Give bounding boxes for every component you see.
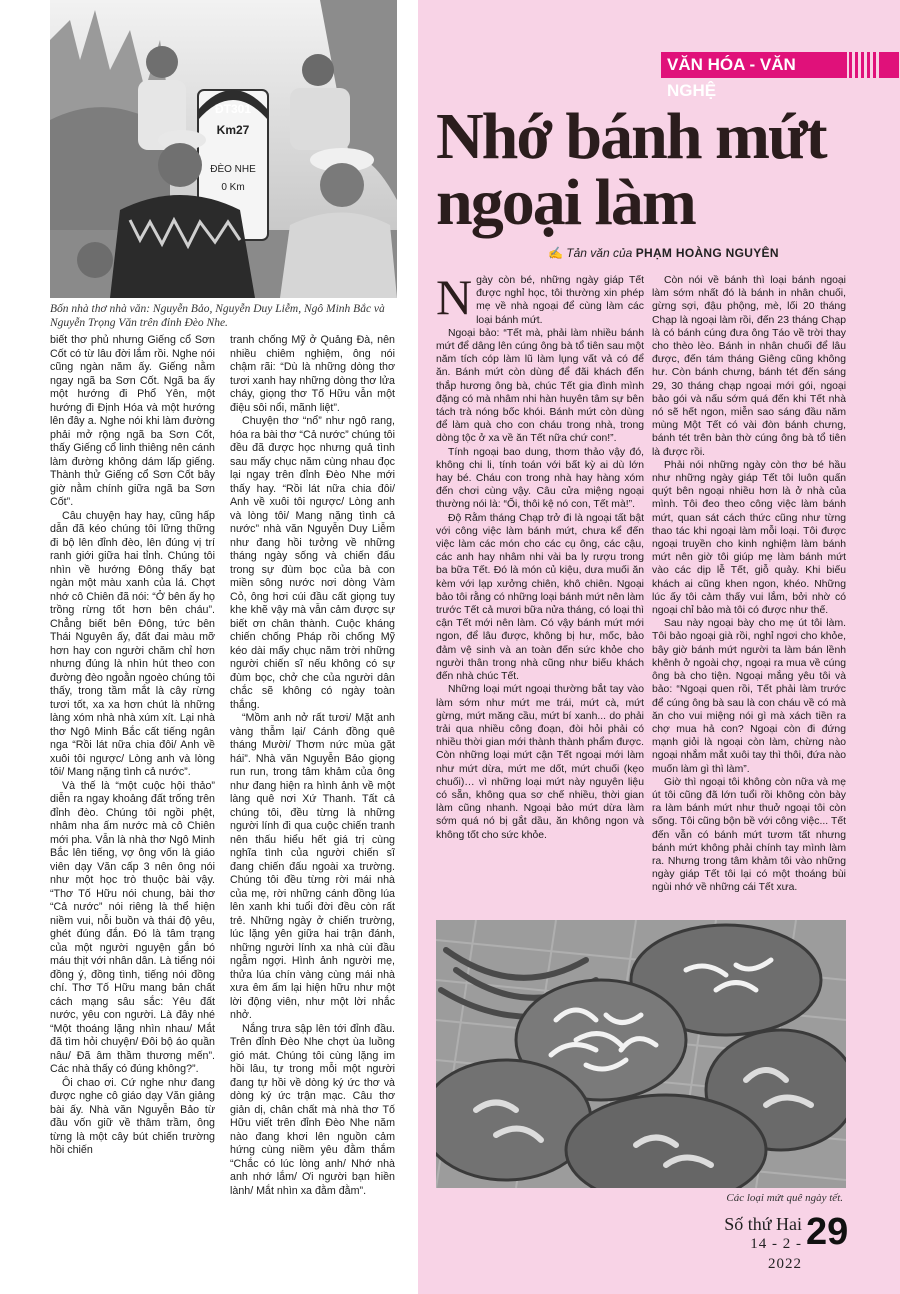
paragraph: Ôi chao ơi. Cứ nghe như đang được nghe cô giáo dạy Văn giảng bài ấy. Nhà văn Nguyễn Bảo từ đầu vốn giữ về thâm trầm, ông từng là một cây bút chiến trường hồi chiến bbox=[50, 1076, 215, 1156]
article-title bbox=[436, 100, 876, 239]
paragraph: Nắng trưa sập lên tới đỉnh đầu. Trên đỉnh Đèo Nhe chợt ùa luồng gió mát. Chúng tôi cùng lặng im hồi lâu, tự trong mỗi một người đang tự hồi về dòng ký ức thơ và dòng ký ức trận mạc. Câu thơ giản dị, chân chất mà nhà thơ Tố Hữu viết trên đỉnh Đèo Nhe năm nào đang khơi lên nguồn cảm hứng cùng niềm yêu đằm thắm “Chắc có lúc lòng anh/ Nhớ nhà anh nhớ lắm/ Ơi người bạn hiền lành/ Mắt nhìn xa đằm đằm”. bbox=[230, 1022, 395, 1197]
article-column-2 bbox=[652, 274, 846, 910]
issue-date: 14 - 2 - 2022 bbox=[750, 1236, 802, 1272]
paragraph: tranh chống Mỹ ở Quảng Đà, nên nhiều chiêm nghiệm, ông nói chậm rãi: “Dù là những dòng thơ tươi xanh hay những dòng thơ lửa cháy, giọng thơ Tố Hữu vẫn một điệu sôi nổi, mãnh liệt”. bbox=[230, 334, 395, 414]
photo-caption-bottom: Các loại mứt quê ngày tết. bbox=[726, 1192, 843, 1204]
marker-road-text: ĐT301 bbox=[214, 102, 252, 116]
paragraph: Phải nói những ngày còn thơ bé hầu như những ngày giáp Tết tôi luôn quấn quýt bên ngoại nhiều hơn là ở nhà của mình. Tôi đeo theo công việc làm bánh mứt, quan sát cách thức cũng như từng thao tác khi ngoại làm mỗi loại. Tôi được ngoại truyền cho kinh nghiệm làm bánh mứt nên giờ tôi giúp mẹ làm bánh mứt vào các dịp lễ Tết, giỗ quảy. Khi biếu khách ai cũng khen ngon, khéo. Những lúc ấy tôi cảm thấy vui lắm, bởi nhờ có ngoại chỉ bảo mà tôi có được như thế. bbox=[652, 459, 846, 617]
jam-photo bbox=[436, 920, 846, 1188]
lead-paragraph: Ngày còn bé, những ngày giáp Tết được nghỉ học, tôi thường xin phép mẹ về nhà ngoại để cùng làm các loại bánh mứt. bbox=[436, 274, 644, 326]
author-name: PHẠM HOÀNG NGUYÊN bbox=[635, 246, 779, 260]
paragraph: Chuyện thơ “nổ” như ngô rang, hóa ra bài thơ “Cả nước” chúng tôi đều đã được học nhưng quả tình sau mấy chục năm cùng nhau đọc lại ngay trên đỉnh Đèo Nhe mới thấy hay. “Rồi lát nữa chia đôi/ Anh về xuôi tôi ngược/ Lòng anh và lòng tôi/ Mang nặng tình cả nước” nhà văn Nguyễn Duy Liễm như đang hồi tưởng về những tháng ngày sống và chiến đấu trong sự đùm bọc của bà con miền sông nước nơi dòng Vàm Cỏ, ông hơi cúi đầu cất giọng tuy khe khẽ vậy mà vẫn cảm được sự biết ơn chân thành. Cuộc kháng chiến chống Pháp rồi chống Mỹ kéo dài mấy chục năm trời những người chiến sĩ nếu không có sự đùm bọc, chở che của người dân chắc sẽ không có ngày toàn thắng. bbox=[230, 415, 395, 711]
paragraph: Còn nói về bánh thì loại bánh ngoại làm sớm nhất đó là bánh in nhân chuối, gừng sợi, đậu phộng, mè, lối 20 tháng Chạp là ngoại làm rồi, đến 23 tháng Chạp là có bánh cúng đưa ông Táo về trời thay cho thèo lèo. Bánh in nhân chuối để lâu được, đến tám tháng Giêng cũng không hư. Còn bánh chưng, bánh tét đến sáng 29, 30 tháng chạp ngoại mới gói, ngoại bảo gói và nấu sớm quá đến khi Tết nhà nó sẽ hết ngon, miễn sao sáng đầu năm mùng Một Tết có vài đòn bánh chưng, bánh tét trên bàn thờ cúng ông bà tổ tiên là được rồi. bbox=[652, 275, 846, 458]
paragraph: Và thế là “một cuộc hội thảo” diễn ra ngay khoảng đất trống trên đỉnh đèo. Chúng tôi ngồi phệt, nhâm nha ấm nước mà cô Chiên mới pha. Vẫn là nhà thơ Ngô Minh Bắc lên tiếng, vợ ông vốn là giáo viên dạy Văn cấp 3 nên ông nói như một học trò thuộc bài vậy. “Thơ Tố Hữu nói chung, bài thơ “Cả nước” nói riêng là thể hiện niềm vui, nỗi buồn và thái độ yêu, ghét đúng đắn. Đó là tâm trạng của một người nguyện gắn bó máu thịt với nhân dân. Là tiếng nói đồng ý, đồng tình, tiếng nói đồng chí. Thơ Tố Hữu mang bản chất cách mạng sâu sắc: Yêu đất nước, yêu con người. Là đây nhé “Một thoáng lặng nhìn nhau/ Mắt đã tìm hỏi chuyện/ Đôi bộ áo quần nâu/ Đã âm thầm thương mến”. Các nhà thấy có đúng không?”. bbox=[50, 779, 215, 1075]
poets-photo bbox=[50, 0, 397, 298]
title-line-2: ngoại làm bbox=[436, 166, 695, 239]
paragraph: Những loại mứt ngoại thường bắt tay vào làm sớm như mứt me trái, mứt cà, mứt gừng, mứt măng cầu, mứt bí xanh... do phải trải qua nhiều công đoạn, đòi hỏi phải có nhiều thời gian mới thành thành phẩm được. Còn những loại mứt cận Tết ngoại mới làm như mứt dừa, mứt me dốt, mứt chuối (kẹo chuối)… vì những loại mứt này nguyên liệu có sẵn, không qua sơ chế nhiều, thời gian làm cũng nhanh. Ngoại bảo mứt dừa làm sớm quá nó bị gắt dầu, ăn không ngon và không tốt cho sức khỏe. bbox=[436, 684, 644, 841]
issue-info bbox=[716, 1214, 802, 1274]
byline bbox=[548, 246, 848, 260]
issue-label: Số thứ Hai bbox=[724, 1214, 802, 1234]
paragraph: Câu chuyện hay hay, cũng hấp dẫn đã kéo chúng tôi lững thững đi bộ lên đỉnh đèo, lên đúng vị trí ranh giới giữa hai tỉnh. Chúng tôi nhìn về hướng Đông thấy bạt ngàn một màu xanh của lá. Chợt nhớ cô Chiên đã nói: “Ở bên ấy họ trồng rừng tốt hơn bên cháu”. Chẳng biết bên Đông, tức bên Thái Nguyên ấy, đất đai màu mỡ hơn hay con người chăm chỉ hơn nhưng đúng là nhìn hút theo con đường đèo ngoằn ngoèo chúng tôi thấy, trong tầm mắt là cây rừng tươi tốt, xa xa hơn chút là những làng xóm nhà nhà xúm xít. Lại nhà thơ Ngô Minh Bắc cất tiếng ngân nga “Rồi lát nữa chia đôi/ Anh về xuôi tôi ngược/ Lòng anh và lòng tôi/ Mang nặng tình cả nước”. bbox=[50, 509, 215, 778]
page-number: 29 bbox=[806, 1211, 849, 1253]
section-tag-stripes bbox=[849, 52, 900, 78]
section-tag: VĂN HÓA - VĂN NGHỆ bbox=[661, 52, 847, 78]
byline-prefix: Tản văn của bbox=[566, 246, 633, 260]
marker-name-text: ĐÈO NHE bbox=[210, 164, 256, 175]
drop-cap: N bbox=[436, 274, 473, 325]
left-column-1 bbox=[50, 334, 215, 1204]
left-column-2 bbox=[230, 334, 395, 1204]
paragraph: Độ Rằm tháng Chạp trở đi là ngoại tất bật với công việc làm bánh mứt, chưa kể đến việc làm các món cho các cụ ông, các cậu, các anh hay nhâm nhi vài ba ly rượu trong ba bữa Tết. Đó là món củ kiệu, dưa muối ăn kèm với lạp xưởng chiên, khô chiên. Ngoại bảo tôi rằng có những loại bánh mứt nên làm trước Tết cả mươi bữa nửa tháng, có loại thì cận Tết mới nên làm. Có vậy bánh mứt mới ngon, để lâu được, không bị hư, mốc, bảo đảm vệ sinh và an toàn đến sức khỏe cho người thân trong nhà cũng như biếu khách đến nhà chúc Tết. bbox=[436, 512, 644, 683]
paragraph: Ngoại bảo: “Tết mà, phải làm nhiều bánh mứt để dâng lên cúng ông bà tổ tiên sau một năm tích cóp làm lũ làm lụng vất vả có để ăn. Bánh mứt còn dùng để đãi khách đến thắp hương ông bà, chúc Tết gia đình mình đặng có mà nhâm nhi hàn huyên tâm sự bên tách trà nóng bốc khói. Bánh mứt còn dùng để làm quà cho con cháu trong nhà, trong dòng tộc ở xa về ăn Tết nữa chứ con!”. bbox=[436, 327, 644, 445]
marker-km-text: Km27 bbox=[216, 123, 250, 137]
paragraph: Tính ngoại bao dung, thơm thảo vậy đó, không chi li, tính toán với bất kỳ ai dù lớn hay bé. Cháu con trong nhà hay hàng xóm đến chơi cùng vậy. Câu cửa miệng ngoại thường nói là: “Ối, thôi kệ nó con, Tết mà!”. bbox=[436, 446, 644, 511]
title-line-1: Nhớ bánh mứt bbox=[436, 100, 826, 173]
article-column-1 bbox=[436, 274, 644, 910]
paragraph: biết thơ phủ nhưng Giếng cổ Sơn Cốt có từ lâu đời lắm rồi. Nghe nói cũng ngàn năm ấy. Giếng nằm ngay ngã ba Sơn Cốt. Ngã ba ấy một hướng đi Phổ Yên, một hướng đi Định Hóa và một hướng lên đây a. Nghe nói khi làm đường phải mở rộng ngã ba Sơn Cốt, thấy Giếng cổ linh thiêng nên cánh làm đường không dám lấp giếng. Thành thử Giếng cổ Sơn Cốt bây giờ nằm chính giữa ngã ba Sơn Cốt”. bbox=[50, 334, 215, 508]
pen-icon: ✍ bbox=[548, 246, 563, 260]
photo-caption-top: Bốn nhà thơ nhà văn: Nguyễn Bảo, Nguyễn Duy Liễm, Ngô Minh Bắc và Nguyễn Trọng Văn trên đỉnh Đèo Nhe. bbox=[50, 303, 385, 329]
paragraph: Giờ thì ngoại tôi không còn nữa và mẹ út tôi cũng đã lớn tuổi rồi không còn bày ra làm bánh mứt như thuở ngoại tôi còn sống. Tôi cũng bộn bề với công việc... Tết đến vẫn có bánh mứt tươm tất nhưng bánh mứt không phải chính tay mình làm ra. Nhưng trong tâm khảm tôi vào những ngày giáp Tết tôi lại có một thoáng bùi ngùi nhớ về những cái Tết xưa. bbox=[652, 776, 846, 894]
paragraph: “Mồm anh nở rất tươi/ Mặt anh vàng thẫm lại/ Cánh đồng quê tháng Mười/ Thơm nức mùa gặt hái”. Nhà văn Nguyễn Bảo giọng run run, trong tâm khảm của ông như đang hiện ra hình ảnh về một làng quê nơi Xứ Thanh. Tất cả chúng tôi, đều từng là những người lính đi qua cuộc chiến tranh nên thấu hiểu hết giá trị cùng nghĩa tình của người chiến sĩ đang chiến đấu ngoài xa trường. Chúng tôi đều từng rời mái nhà của mẹ, rời những cánh đồng lúa lên xanh khi tuổi đời đều còn rất trẻ. Những ngày ở chiến trường, lúc lặng yên giữa hai trận đánh, những người lính xa nhà cùi đầu ngẫm ngợi. Hình ảnh người mẹ, thửa lúa chín vàng cùng mái nhà xưa êm ấm lại hiện hữu như một lời động viên, như một lời nhắc nhở. bbox=[230, 712, 395, 1021]
paragraph: Sau này ngoại bày cho mẹ út tôi làm. Tôi bảo ngoại già rồi, nghỉ ngơi cho khỏe, bây giờ bánh mứt người ta làm bán lềnh khênh ở ngoài chợ, ngoại ra mua về cúng ông bà cho tiện. Ngoại mắng yêu tôi và bảo: “Ngoại quen rồi, Tết phải làm trước để cúng ông bà sau là con cháu về có mà ăn cho vui miệng nói gì mà xách tiền ra chợ mua hả con? Ngoại còn đi đứng mạnh giỏi là ngoại còn làm, chừng nào ngoại nhắm mắt xuôi tay thì thôi, đứa nào muốn làm gì thì làm”. bbox=[652, 618, 846, 775]
marker-dist-text: 0 Km bbox=[221, 182, 245, 193]
